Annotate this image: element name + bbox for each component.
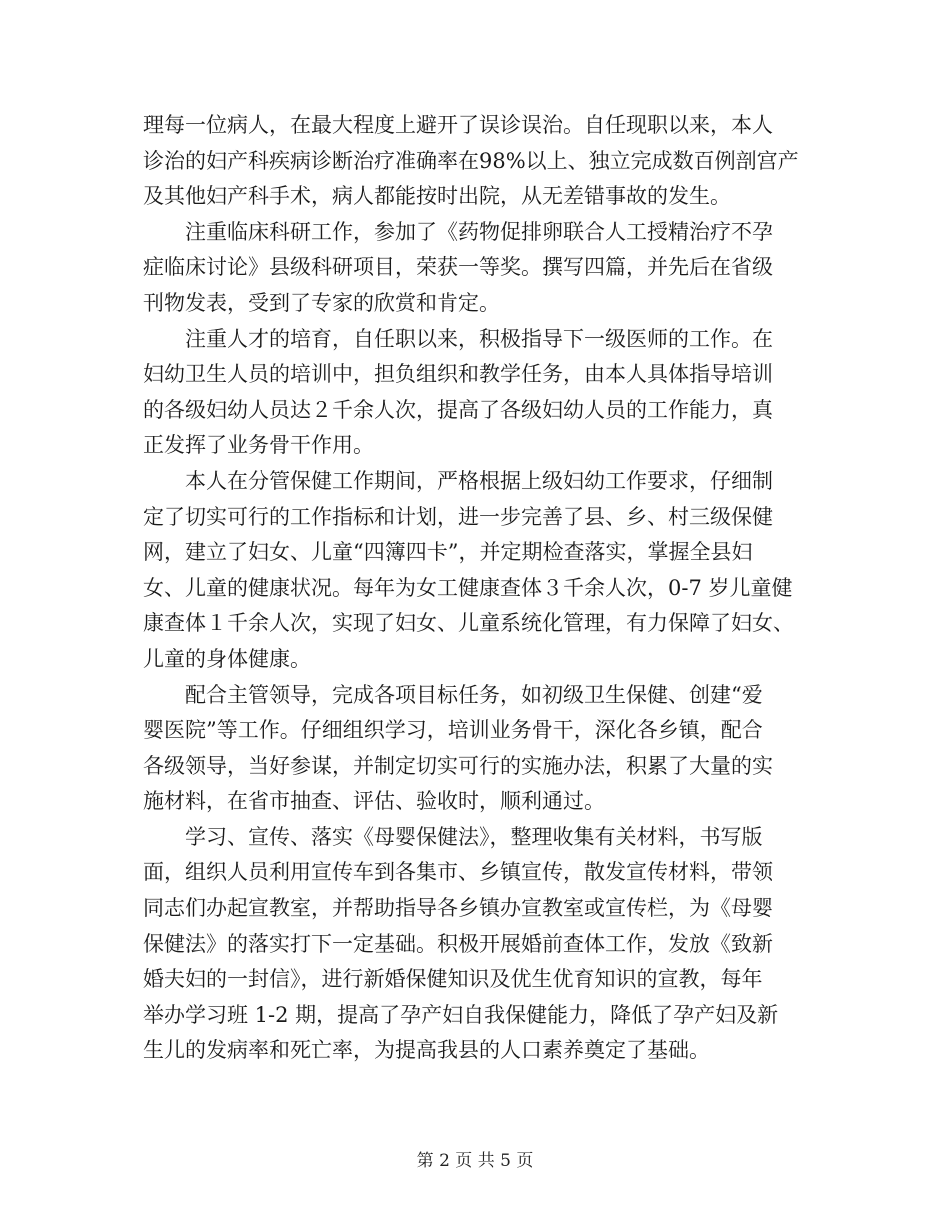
paragraph-line: 刊物发表，受到了专家的欣赏和肯定。 [143, 290, 500, 315]
paragraph-line: 的各级妇幼人员达２千余人次，提高了各级妇幼人员的工作能力，真 [143, 397, 773, 422]
document-body [143, 108, 809, 1069]
paragraph-line: 注重临床科研工作，参加了《药物促排卵联合人工授精治疗不孕 [185, 219, 773, 244]
paragraph-line: 施材料，在省市抽查、评估、验收时，顺利通过。 [143, 789, 605, 814]
paragraph-line: 妇幼卫生人员的培训中，担负组织和教学任务，由本人具体指导培训 [143, 362, 773, 387]
paragraph-line: 本人在分管保健工作期间，严格根据上级妇幼工作要求，仔细制 [185, 468, 773, 493]
paragraph [143, 678, 809, 820]
paragraph [143, 464, 809, 678]
paragraph-line: 及其他妇产科手术，病人都能按时出院，从无差错事故的发生。 [143, 184, 731, 209]
paragraph-line: 女、儿童的健康状况。每年为女工健康查体３千余人次，0-7 岁儿童健 [143, 575, 793, 600]
paragraph-line: 正发挥了业务骨干作用。 [143, 433, 374, 458]
paragraph-line: 诊治的妇产科疾病诊断治疗准确率在98%以上、独立完成数百例剖宫产 [143, 148, 799, 173]
paragraph [143, 215, 809, 322]
paragraph-line: 举办学习班 1-2 期，提高了孕产妇自我保健能力，降低了孕产妇及新 [143, 1002, 779, 1027]
paragraph-line: 症临床讨论》县级科研项目，荣获一等奖。撰写四篇，并先后在省级 [143, 255, 773, 280]
paragraph-line: 面，组织人员利用宣传车到各集市、乡镇宣传，散发宣传材料，带领 [143, 860, 773, 885]
paragraph-line: 配合主管领导，完成各项目标任务，如初级卫生保健、创建“爱 [185, 682, 763, 707]
paragraph-line: 保健法》的落实打下一定基础。积极开展婚前查体工作，发放《致新 [143, 931, 773, 956]
paragraph-line: 理每一位病人，在最大程度上避开了误诊误治。自任现职以来，本人 [143, 113, 773, 137]
paragraph-line: 学习、宣传、落实《母婴保健法》，整理收集有关材料，书写版 [185, 824, 763, 849]
paragraph-line: 生儿的发病率和死亡率，为提高我县的人口素养奠定了基础。 [143, 1038, 710, 1063]
paragraph-line: 儿童的身体健康。 [143, 646, 311, 671]
paragraph [143, 108, 809, 215]
paragraph-line: 康查体１千余人次，实现了妇女、儿童系统化管理，有力保障了妇女、 [143, 611, 794, 636]
paragraph-line: 婴医院”等工作。仔细组织学习，培训业务骨干，深化各乡镇，配合 [143, 718, 763, 743]
paragraph-line: 网，建立了妇女、儿童“四簿四卡”，并定期检查落实，掌握全县妇 [143, 540, 753, 565]
paragraph-line: 定了切实可行的工作指标和计划，进一步完善了县、乡、村三级保健 [143, 504, 773, 529]
page-footer: 第 2 页 共 5 页 [416, 1151, 534, 1171]
paragraph [143, 322, 809, 464]
paragraph-line: 各级领导，当好参谋，并制定切实可行的实施办法，积累了大量的实 [143, 753, 773, 778]
paragraph [143, 820, 809, 1069]
paragraph-line: 同志们办起宣教室，并帮助指导各乡镇办宣教室或宣传栏，为《母婴 [143, 896, 773, 921]
paragraph-line: 婚夫妇的一封信》，进行新婚保健知识及优生优育知识的宣教，每年 [143, 967, 763, 992]
paragraph-line: 注重人才的培育，自任职以来，积极指导下一级医师的工作。在 [185, 326, 773, 351]
